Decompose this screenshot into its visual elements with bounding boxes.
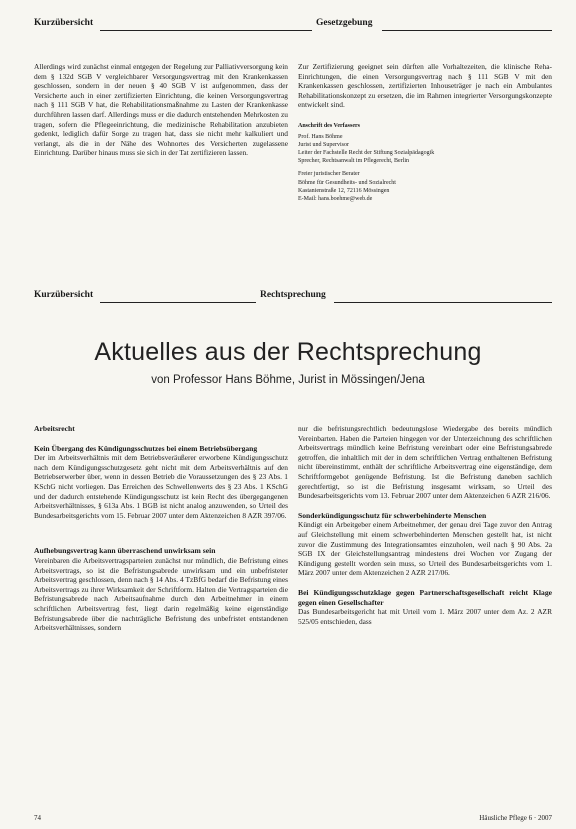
article-heading: Bei Kündigungsschutzklage gegen Partnerschaftsgesellschaft reicht Klage gegen einen Gesellschafter [298, 587, 552, 607]
author-line: Jurist und Supervisor [298, 142, 349, 149]
article-text: Das Bundesarbeitsgericht hat mit Urteil vom 1. März 2007 unter dem Az. 2 AZR 525/05 entschieden, dass [298, 607, 552, 626]
paragraph: Allerdings wird zunächst einmal entgegen der Regelung zur Palliativversorgung kein dem § 132d SGB V vergleichbarer Versorgungsvertrag mit den Krankenkassen geschlossen, sondern in der neuen § 40 SGB V ist aufgenommen, dass der Versicherte auch in einer zertifizierten Einrichtung, die keinen Versorgungsvertrag nach § 111 SGB V hat, die Rehabilitationsmaßnahme zu Lasten der Krankenkasse durchführen lassen darf. Allerdings muss er die dadurch entstehenden Mehrkosten zu tragen, sofern die Pflegeeinrichtung, die medizinische Rehabilitation anzubieten gedenkt, lediglich dafür Sorge zu tragen hat, dass sie nicht mehr kalkuliert und verlangt, als die in der Nähe des Wohnortes des Versicherten zugelassene Einrichtung. Darüber hinaus muss sie sich in der Tat zertifizieren lassen. [34, 62, 288, 158]
divider [100, 30, 312, 31]
header-band-mid [34, 290, 552, 304]
section-label-left: Kurzübersicht [34, 290, 94, 300]
top-left-column [34, 62, 288, 158]
author-line: Sprecher, Rechtsanwalt im Pflegerecht, Berlin [298, 158, 410, 165]
journal-name: Häusliche Pflege 6 · 2007 [479, 814, 552, 822]
author-line: Leiter der Fachstelle Recht der Stiftung Sozialpädagogik [298, 150, 435, 157]
page-subtitle: von Professor Hans Böhme, Jurist in Mössingen/Jena [151, 374, 425, 386]
divider [382, 30, 552, 31]
author-line: E-Mail: hans.boehme@web.de [298, 195, 373, 202]
section-label-left: Kurzübersicht [34, 18, 94, 28]
header-band-top [34, 18, 552, 32]
divider [334, 302, 552, 303]
author-heading: Anschrift des Verfassers [298, 122, 360, 129]
article-text: nur die befristungsrechtlich bedeutungslose Wiedergabe des bereits mündlich Vereinbarten. Haben die Parteien hingegen vor der Unterzeichnung des schriftlichen Arbeitsvertrags mündlich keine Befristung vereinbart oder eine Befristungsabrede getroffen, die inhaltlich mit der in dem schriftlichen Vertrag enthaltenen Befristung nicht übereinstimmt, enthält der schriftliche Arbeitsvertrag eine eigenständige, dem Schriftformgebot genügende Befristung. Ist die Befristung daneben sachlich gerechtfertigt, so ist die Befristung insgesamt wirksam, so Urteil des Bundesarbeitsgerichts vom 13. Februar 2007 unter dem Aktenzeichen 6 AZR 216/06. [298, 424, 552, 501]
article-left-column [34, 424, 288, 633]
author-line: Freier juristischer Berater [298, 171, 360, 178]
article-heading: Aufhebungsvertrag kann überraschend unwirksam sein [34, 546, 216, 556]
author-line: Böhme für Gesundheits- und Sozialrecht [298, 179, 396, 186]
article-text: Kündigt ein Arbeitgeber einem Arbeitnehmer, der genau drei Tage zuvor den Antrag auf Gleichstellung mit einem schwerbehinderten Menschen gestellt hat, ist nicht zuvor die Zustimmung des Integrationsamtes einzuholen, weil nach § 90 Abs. 2a SGB IX der Gleichstellungsantrag mindestens drei Wochen vor Zugang der Kündigung gestellt worden sein muss, so Urteil des Bundesarbeitsgerichts vom 1. März 2007 unter dem Aktenzeichen 2 AZR 217/06. [298, 520, 552, 578]
article-heading: Sonderkündigungsschutz für schwerbehinderte Menschen [298, 510, 487, 520]
page-title: Aktuelles aus der Rechtsprechung [94, 338, 482, 366]
page-number: 74 [34, 814, 41, 822]
top-right-column [298, 62, 552, 203]
article-right-column [298, 424, 552, 626]
article-text: Der im Arbeitsverhältnis mit dem Betriebsveräußerer erworbene Kündigungsschutz nach dem Kündigungsschutzgesetz geht nicht mit dem Arbeitsverhältnis auf den Betriebserwerber über, wenn in dessen Betrieb die Voraussetzungen des § 23 Abs. 1 KSchG nicht vorliegen. Das Erreichen des Schwellenwerts des § 23 Abs. 1 KSchG und der dadurch entstehende Kündigungsschutz ist kein Recht des übergegangenen Arbeitsverhältnisses, § 613a Abs. 1 BGB ist nicht analog anzuwenden, so Urteil des Bundesarbeitsgerichts vom 15. Februar 2007 unter dem Aktenzeichen 8 AZR 397/06. [34, 453, 288, 520]
author-address-block [298, 122, 552, 203]
section-label-right: Rechtsprechung [260, 290, 326, 300]
author-line: Kastanienstraße 12, 72116 Mössingen [298, 187, 390, 194]
divider [100, 302, 256, 303]
page-footer [34, 814, 552, 824]
article-heading: Kein Übergang des Kündigungsschutzes bei einem Betriebsübergang [34, 443, 258, 453]
section-label-right: Gesetzgebung [316, 18, 373, 28]
author-line: Prof. Hans Böhme [298, 134, 343, 141]
paragraph: Zur Zertifizierung geeignet sein dürften alle Vorhaltezeiten, die klinische Reha-Einrichtungen, die einen Versorgungsvertrag nach § 111 SGB V mit den Krankenkassen geschlossen, zertifizierten Inhouseträger je nach ein Ambulantes Rehabilitationskonzept zu ersetzen, die im Rahmen integrierter Versorgungskonzepte entwickelt sind. [298, 62, 552, 110]
article-text: Vereinbaren die Arbeitsvertragsparteien zunächst nur mündlich, die Befristung eines Arbeitsvertrags, so ist die Befristungsabrede unwirksam und ein unbefristeter Arbeitsvertrag geschlossen, denn nach § 14 Abs. 4 TzBfG bedarf die Befristung eines Arbeitsvertrags zu ihrer Wirksamkeit der Schriftform. Halten die Vertragsparteien die Befristungsabrede nach Arbeitsaufnahme durch den Arbeitnehmer in einem schriftlichen Arbeitsvertrag fest, liegt darin regelmäßig keine eigenständige Befristungsabrede über die nachträgliche Befristung des unbefristet entstandenen Arbeitsverhältnisses, sondern [34, 555, 288, 633]
section-label: Arbeitsrecht [34, 424, 75, 433]
